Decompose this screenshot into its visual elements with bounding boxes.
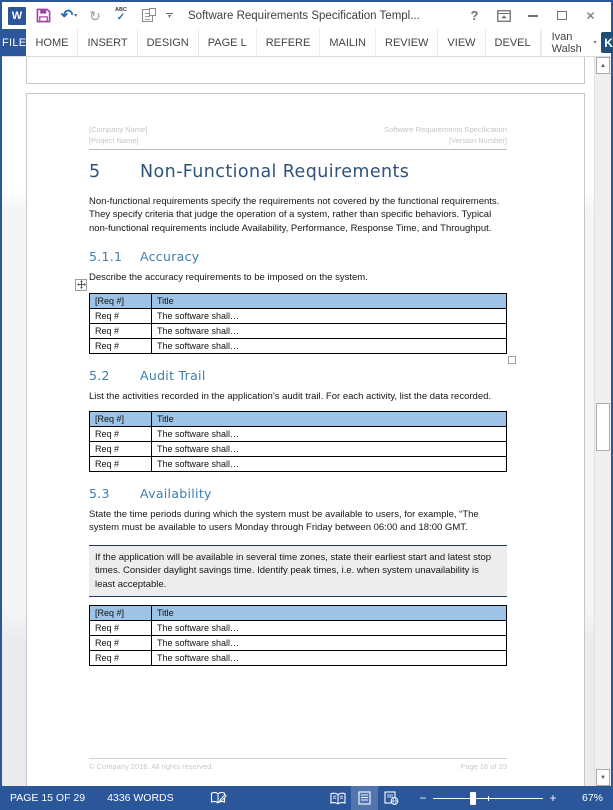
user-name: Ivan Walsh xyxy=(551,30,582,55)
table-cell[interactable]: Req # xyxy=(90,457,152,472)
tab-references[interactable]: REFERE xyxy=(257,29,321,56)
table-header-cell[interactable]: Title xyxy=(152,606,507,621)
table-row xyxy=(90,323,507,338)
table-header-cell[interactable]: Title xyxy=(152,293,507,308)
requirements-table-wrap xyxy=(89,293,507,354)
table-header-cell[interactable]: [Req #] xyxy=(90,606,152,621)
word-count[interactable]: 4336 WORDS xyxy=(107,792,174,804)
tab-design[interactable]: DESIGN xyxy=(138,29,199,56)
maximize-icon[interactable] xyxy=(547,5,576,27)
status-bar xyxy=(2,786,611,810)
qat-customize-icon[interactable]: ▾ xyxy=(167,13,171,20)
audit-trail-paragraph[interactable]: List the activities recorded in the application’s audit trail. For each activity, list the data recorded. xyxy=(89,390,492,402)
proofing-icon[interactable] xyxy=(210,791,227,805)
requirements-table[interactable] xyxy=(89,605,507,666)
table-cell[interactable]: Req # xyxy=(90,323,152,338)
spellcheck-icon[interactable]: ABC ✓ xyxy=(115,7,127,23)
close-icon[interactable]: ✕ xyxy=(585,8,596,23)
table-cell[interactable]: The software shall… xyxy=(152,636,507,651)
table-row xyxy=(90,651,507,666)
window-title: Software Requirements Specification Templ... xyxy=(188,9,420,22)
ribbon-tab-bar xyxy=(2,29,611,57)
qat-document-icon[interactable] xyxy=(136,5,158,27)
subsection-heading-audit-trail[interactable]: 5.2 Audit Trail xyxy=(89,367,206,383)
table-cell[interactable]: The software shall… xyxy=(152,442,507,457)
table-header-cell[interactable]: [Req #] xyxy=(90,293,152,308)
ribbon-display-options-icon[interactable] xyxy=(489,5,518,27)
table-cell[interactable]: Req # xyxy=(90,442,152,457)
save-icon[interactable] xyxy=(32,5,54,27)
tab-view[interactable]: VIEW xyxy=(438,29,485,56)
page-header xyxy=(89,124,507,150)
table-row xyxy=(90,457,507,472)
page-footer xyxy=(89,758,507,771)
guidance-note[interactable]: If the application will be available in several time zones, state their earliest start and latest stop times. Consider daylight savings time. Identify peak times, i.e. when system unavailability is least acceptable. xyxy=(89,545,507,597)
table-header-row xyxy=(90,293,507,308)
section-number: 5 xyxy=(89,162,101,182)
table-cell[interactable]: The software shall… xyxy=(152,427,507,442)
footer-page-number: Page 16 of 29 xyxy=(460,762,507,771)
redo-icon[interactable]: ↻ xyxy=(89,7,101,24)
table-cell[interactable]: Req # xyxy=(90,427,152,442)
table-cell[interactable]: The software shall… xyxy=(152,338,507,353)
table-resize-handle-icon[interactable] xyxy=(508,356,516,364)
tab-mailings[interactable]: MAILIN xyxy=(320,29,376,56)
tab-page-layout[interactable]: PAGE L xyxy=(199,29,257,56)
web-layout-icon[interactable] xyxy=(378,786,405,810)
table-cell[interactable]: Req # xyxy=(90,621,152,636)
table-cell[interactable]: The software shall… xyxy=(152,651,507,666)
requirements-table[interactable] xyxy=(89,411,507,472)
table-cell[interactable]: The software shall… xyxy=(152,323,507,338)
section-heading[interactable] xyxy=(89,162,507,182)
tab-home[interactable]: HOME xyxy=(26,29,78,56)
user-menu[interactable] xyxy=(541,29,613,56)
page-indicator[interactable]: PAGE 15 OF 29 xyxy=(10,792,86,804)
tab-file[interactable]: FILE xyxy=(2,29,26,56)
read-mode-icon[interactable] xyxy=(324,786,351,810)
table-row xyxy=(90,427,507,442)
table-header-row xyxy=(90,606,507,621)
availability-paragraph[interactable]: State the time periods during which the system must be available to users, for example, “The system must be available to users Monday through Friday between 06:00 and 18:00 GMT. xyxy=(89,509,479,534)
header-version: [Version Number] xyxy=(449,136,507,145)
table-header-row xyxy=(90,412,507,427)
quick-access-toolbar xyxy=(6,5,176,27)
table-cell[interactable]: The software shall… xyxy=(152,308,507,323)
undo-dropdown-caret-icon[interactable]: ▾ xyxy=(74,13,78,19)
header-doc-title: Software Requirements Specification xyxy=(384,125,507,134)
table-cell[interactable]: Req # xyxy=(90,308,152,323)
requirements-table[interactable] xyxy=(89,293,507,354)
table-row xyxy=(90,442,507,457)
table-cell[interactable]: The software shall… xyxy=(152,457,507,472)
accuracy-paragraph[interactable]: Describe the accuracy requirements to be imposed on the system. xyxy=(89,272,368,284)
user-dropdown-caret-icon: ▾ xyxy=(593,40,597,46)
document-page[interactable] xyxy=(26,93,585,786)
table-header-cell[interactable]: [Req #] xyxy=(90,412,152,427)
vertical-scrollbar[interactable] xyxy=(594,57,611,786)
view-switcher xyxy=(324,786,405,810)
section-title: Non-Functional Requirements xyxy=(140,162,410,182)
tab-review[interactable]: REVIEW xyxy=(376,29,438,56)
zoom-slider[interactable] xyxy=(433,792,543,805)
scroll-up-icon[interactable]: ▲ xyxy=(596,57,610,74)
zoom-out-icon[interactable]: − xyxy=(419,791,427,805)
scroll-down-icon[interactable]: ▼ xyxy=(596,769,610,786)
table-cell[interactable]: Req # xyxy=(90,651,152,666)
table-move-handle-icon[interactable] xyxy=(75,279,87,291)
requirements-table-wrap xyxy=(89,605,507,666)
zoom-percentage[interactable]: 67% xyxy=(581,792,603,804)
scrollbar-thumb[interactable] xyxy=(596,403,610,451)
footer-copyright: © Company 2016. All rights reserved. xyxy=(89,762,214,771)
print-layout-icon[interactable] xyxy=(351,786,378,810)
subsection-heading-availability[interactable]: 5.3 Availability xyxy=(89,486,212,502)
undo-icon[interactable]: ↶ ▾ xyxy=(60,7,78,24)
window-controls xyxy=(460,5,605,27)
table-cell[interactable]: Req # xyxy=(90,338,152,353)
header-company: [Company Name] xyxy=(89,125,148,134)
document-workspace xyxy=(2,57,611,786)
zoom-controls xyxy=(415,791,561,805)
table-row xyxy=(90,308,507,323)
requirements-table-wrap xyxy=(89,411,507,472)
title-bar xyxy=(2,2,611,29)
header-project: [Project Name] xyxy=(89,136,139,145)
zoom-in-icon[interactable]: + xyxy=(549,791,557,805)
previous-page-edge[interactable] xyxy=(26,57,585,84)
minimize-icon[interactable] xyxy=(518,5,547,27)
zoom-slider-thumb[interactable] xyxy=(470,792,476,805)
table-row xyxy=(90,636,507,651)
table-cell[interactable]: Req # xyxy=(90,636,152,651)
table-row xyxy=(90,621,507,636)
table-header-cell[interactable]: Title xyxy=(152,412,507,427)
subsection-heading-accuracy[interactable]: 5.1.1 Accuracy xyxy=(89,249,200,265)
avatar[interactable]: K xyxy=(601,32,613,53)
table-row xyxy=(90,338,507,353)
tab-insert[interactable]: INSERT xyxy=(78,29,137,56)
table-cell[interactable]: The software shall… xyxy=(152,621,507,636)
intro-paragraph[interactable]: Non-functional requirements specify the requirements not covered by the functional requirements. They specify criteria that judge the operation of a system, rather than specific behaviors. Typical non-functional requirements include Availability, Performance, Response Time, and Throughput. xyxy=(89,196,500,234)
help-icon[interactable]: ? xyxy=(470,8,479,23)
tab-developer[interactable]: DEVEL xyxy=(486,29,541,56)
word-logo-icon[interactable]: W xyxy=(6,5,28,27)
